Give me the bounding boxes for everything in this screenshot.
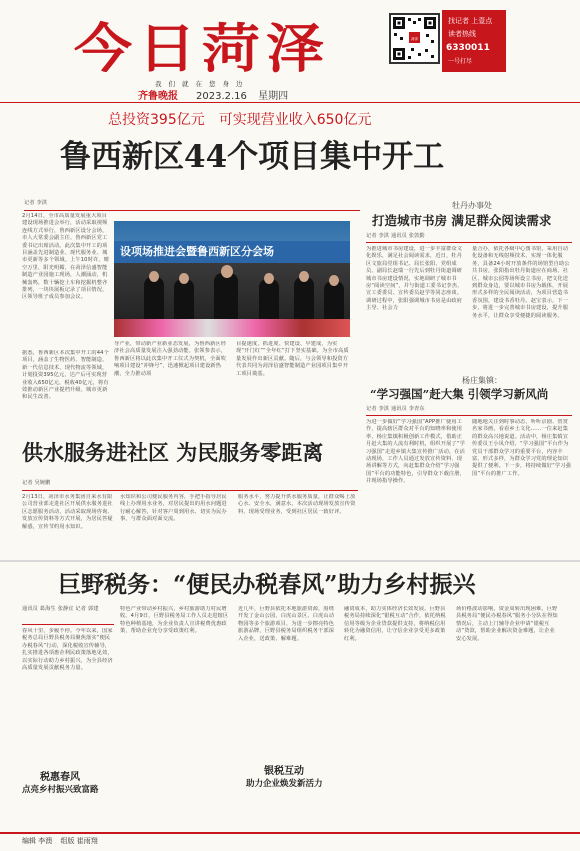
- footer-rule: [0, 832, 580, 834]
- yangdian-text-a: 为进一步做好“学习强国”APP推广使用工作，提高辖区群众对平台的知晓率和使用率，杨庄集镇积极创新工作模式，借助正月赶大集的人流有利时机，组织开展了“学习强国”走进乡镇大集宣传推广活动。在活动现场，工作人员通过发放宣传资料、现场讲解等方式，向赶集群众介绍“学习强国”平台的功能特色，引导群众下载注册，并现场指导操作。: [366, 419, 465, 485]
- weekday: 星期四: [258, 91, 289, 102]
- peony-tag: 牡丹办事处: [452, 201, 492, 210]
- yangdian-byline-rule: [366, 415, 572, 416]
- tax-text-e: 场价格波动影响，资金周转出现困难。巨野县税务局“便民办税春风”服务小分队在得知情况后，主动上门辅导企业申请“银税互动”贷款，帮助企业解决资金难题，让企业安心发展。: [456, 606, 558, 642]
- tax-byline: 通讯员 葛海生 张静宜 记者 郭建: [22, 606, 99, 612]
- issue-date: [196, 87, 288, 102]
- tax-text-c: 近几年，巨野县依托本地旅游资源，围绕开发了金山公园、白虎山景区、白虎山动物园等多个旅游项目，为进一步擦亮特色旅游品牌，巨野县税务局组织税务干部深入企业，送政策、解难题。: [238, 606, 335, 642]
- lead-headline: 鲁西新区44个项目集中开工: [60, 139, 445, 175]
- promo-line2: 读者热线: [448, 30, 476, 38]
- tax-sub2b: 助力企业焕发新活力: [246, 779, 323, 789]
- community-headline: 供水服务进社区 为民服务零距离: [22, 440, 324, 465]
- tax-sub1b: 点亮乡村振兴致富路: [22, 785, 99, 795]
- hotline-number: 6330011: [446, 43, 490, 53]
- yangdian-headline: “学习强国”赶大集 引领学习新风尚: [370, 387, 549, 401]
- peony-article: [362, 200, 574, 370]
- yangdian-text-b: 随地地关注到时事动态，听听京剧、赏赏名家书画，看看乡土文化……一位来赶集的群众高兴地说道。活动中，杨庄集镇宣传委员王小凤介绍，“学习强国”平台作为党员干部群众学习的重要平台，内容丰富、形式多样，为群众学习党的理论知识提供了便利。下一步，将持续做好“学习强国”平台的推广工作。: [472, 419, 571, 477]
- photo-person-head: [149, 271, 159, 282]
- masthead-divider: [0, 102, 580, 103]
- tax-byline-rule: [22, 624, 114, 625]
- yangdian-article: [362, 375, 574, 555]
- tax-text-d: 融资成本，助力实体经济长效发展。巨野县税务局持续深化“银税互动”合作，依托纳税信用等级为企业贷款提供支持，将纳税信用转化为融资信用，让守信企业享受更多政策红利。: [344, 606, 446, 642]
- reader-hotline-box: [442, 10, 506, 72]
- lead-headline-block: [0, 107, 445, 207]
- tax-sub1: 税惠春风: [40, 772, 80, 783]
- yangdian-byline: 记者 李淇 通讯员 李青东: [366, 406, 425, 412]
- footer-design: 组版 崔雨翔: [60, 837, 98, 845]
- lead-text-col3: 目提速度、抓进度、快建设、早建成，为实现“开门红”“全年红”打下坚实基础，为全市高质量发展作出新区贡献。随后，与会领导和投资方代表共同为菏泽信盛智能制造产业园项目集中开工项目奠基。: [236, 341, 349, 377]
- lead-deck: 总投资395亿元 可实现营业收入650亿元: [108, 112, 372, 128]
- peony-text-a: 为推进城市书房建设，进一步丰富群众文化娱乐，满足社会阅读需求，近日，牡丹区文旅局党组书记、局长张阳、党组成员、副局长赵瑞一行先后到牡丹街道调研城市书房建设情况，实地调研了城市书房“阅读空间”，并与街道工委书记李杰、宣工委委员、宣传委员赵学等同志座谈。调研过程中，张阳强调城市书房是由政府主导、社会力: [366, 246, 463, 312]
- peony-byline-rule: [366, 242, 572, 243]
- date-value: 2023.2.16: [196, 91, 247, 102]
- lead-photo: [114, 221, 350, 337]
- qr-label: 菏泽: [411, 37, 418, 41]
- qr-code[interactable]: [389, 13, 440, 64]
- community-byline-rule: [22, 490, 358, 491]
- brand-logo: 齐鲁晚报: [138, 91, 178, 102]
- lead-text-col1: 2月14日，全市高质量发展重大项目建设现场推进会举行，活动采取视频连线方式举行，鲁西新区设分会场，市人大常委会副主任、鲁西新区党工委书记出席活动。此次集中开工的项目涵盖先进制造业、现代服务业、城市更新等多个领域。上午10时许，晴空万里，阳光明媚，在菏泽信盛智能制造产业园施工现场，人潮涌动，机械轰鸣，数十辆挖土车和挖掘机整齐排列，一块块展板记录了项目情况，区领导班子成员参加会议。: [22, 213, 109, 301]
- peony-text-b: 量合办，依托各级中心图书馆，采用自动化设备和无线射频技术，实现一体化服务，具备24小时开放条件的场馆型自助公共书房，张阳指出牡丹街道应在商场、社区、城市公园等场所设立书房，把文化送到群众身边，要以城市书房为载体，开展形式多样的全民阅读活动，为项目营造书香氛围，建设书香牡丹。赵宝表示，下一步，将进一步完善城市书房建设，提升服务水平，让群众享受便捷的阅读服务。: [472, 246, 570, 319]
- promo-line3: 一号打尽: [448, 58, 473, 65]
- tax-headline: 巨野税务：“便民办税春风”助力乡村振兴: [58, 571, 476, 598]
- photo-person-head: [264, 273, 274, 284]
- photo-flowers: [114, 319, 350, 337]
- peony-byline: 记者 李淇 通讯员 张敦勤: [366, 233, 425, 239]
- tax-sub2: 银税互动: [264, 766, 304, 777]
- community-article: [0, 437, 362, 567]
- peony-headline: 打造城市书房 满足群众阅读需求: [372, 213, 552, 228]
- photo-person-head: [221, 265, 233, 278]
- tax-top-divider: [0, 560, 580, 562]
- photo-person-head: [179, 273, 189, 284]
- promo-line1: 找记者 上壹点: [448, 17, 493, 25]
- photo-person-head: [329, 275, 339, 286]
- footer-credits: [22, 836, 98, 846]
- footer-editor: 编辑 李澳: [22, 837, 53, 845]
- lead-text-col2: 导产业，带动新产业新业态发展，为鲁西新区经济社会高质量发展注入强劲动能。张领参表示，鲁西新区将以此次集中开工仪式为契机，全面吹响项目建设“冲锋号”，迅速掀起项目建设新热潮，全力推动项: [114, 341, 227, 377]
- lead-byline-rule: [24, 210, 360, 211]
- masthead-title: 今日菏泽: [74, 17, 331, 79]
- community-text-a: 2月13日，菏泽市水务集团自来水有限公司营业部走进社区开展供水服务进社区志愿服务活动，活动采取现场咨询、发放宣传资料等方式开展，为居民答疑解惑，宣传节约用水知识。: [22, 494, 113, 530]
- community-text-b: 水知识和公司便民服务内容，手把手指导居民线上办理用水业务，对居民提出的用水问题进行耐心解答，针对客户周到用水，切实为民办事，与群众面对面交流。: [120, 494, 227, 523]
- tax-text-b: 特色产业带动乡村振兴，乡村旅游助力村民增收。4月9日，巨野县税务局工作人员走进辖区特色种植基地，为企业负责人宣讲税费优惠政策，帮助企业充分享受政策红利。: [120, 606, 229, 635]
- lead-text-col1b: 据悉，鲁西新区本次集中开工的44个项目，涵盖了生物医药、智能制造、新一代信息技术、现代物流等领域，计划投资395亿元，达产后可实现营业收入650亿元，税收40亿元，将有效推动新区产业提档升级、城市更新和民生改善。: [22, 350, 109, 401]
- lead-byline: 记者 李淇: [24, 200, 48, 206]
- photo-person-head: [299, 271, 309, 282]
- community-text-c: 服务水平，努力提升供水服务质量，让群众喝上放心水、安全水，满意水。本次活动现场发放宣传资料，现场受理业务，受到社区居民一致好评。: [238, 494, 356, 515]
- photo-banner-text: 设项场推进会暨鲁西新区分会场: [114, 241, 350, 263]
- tax-text-a: 春风十里，步履不停。今年以来，国家税务总局巨野县税务局聚焦落实“便民办税春风”行动，深化税收宣传辅导，扎实推进各项惠企利民政策落地见效，以实际行动助力乡村振兴，为全县经济高质量发展贡献税务力量。: [22, 628, 113, 672]
- community-byline: 记者 吴婉鹏: [22, 480, 51, 486]
- masthead: [0, 0, 580, 100]
- masthead-slogan: 我们就在您身边: [155, 80, 250, 88]
- yangdian-tag: 杨庄集镇：: [462, 376, 502, 385]
